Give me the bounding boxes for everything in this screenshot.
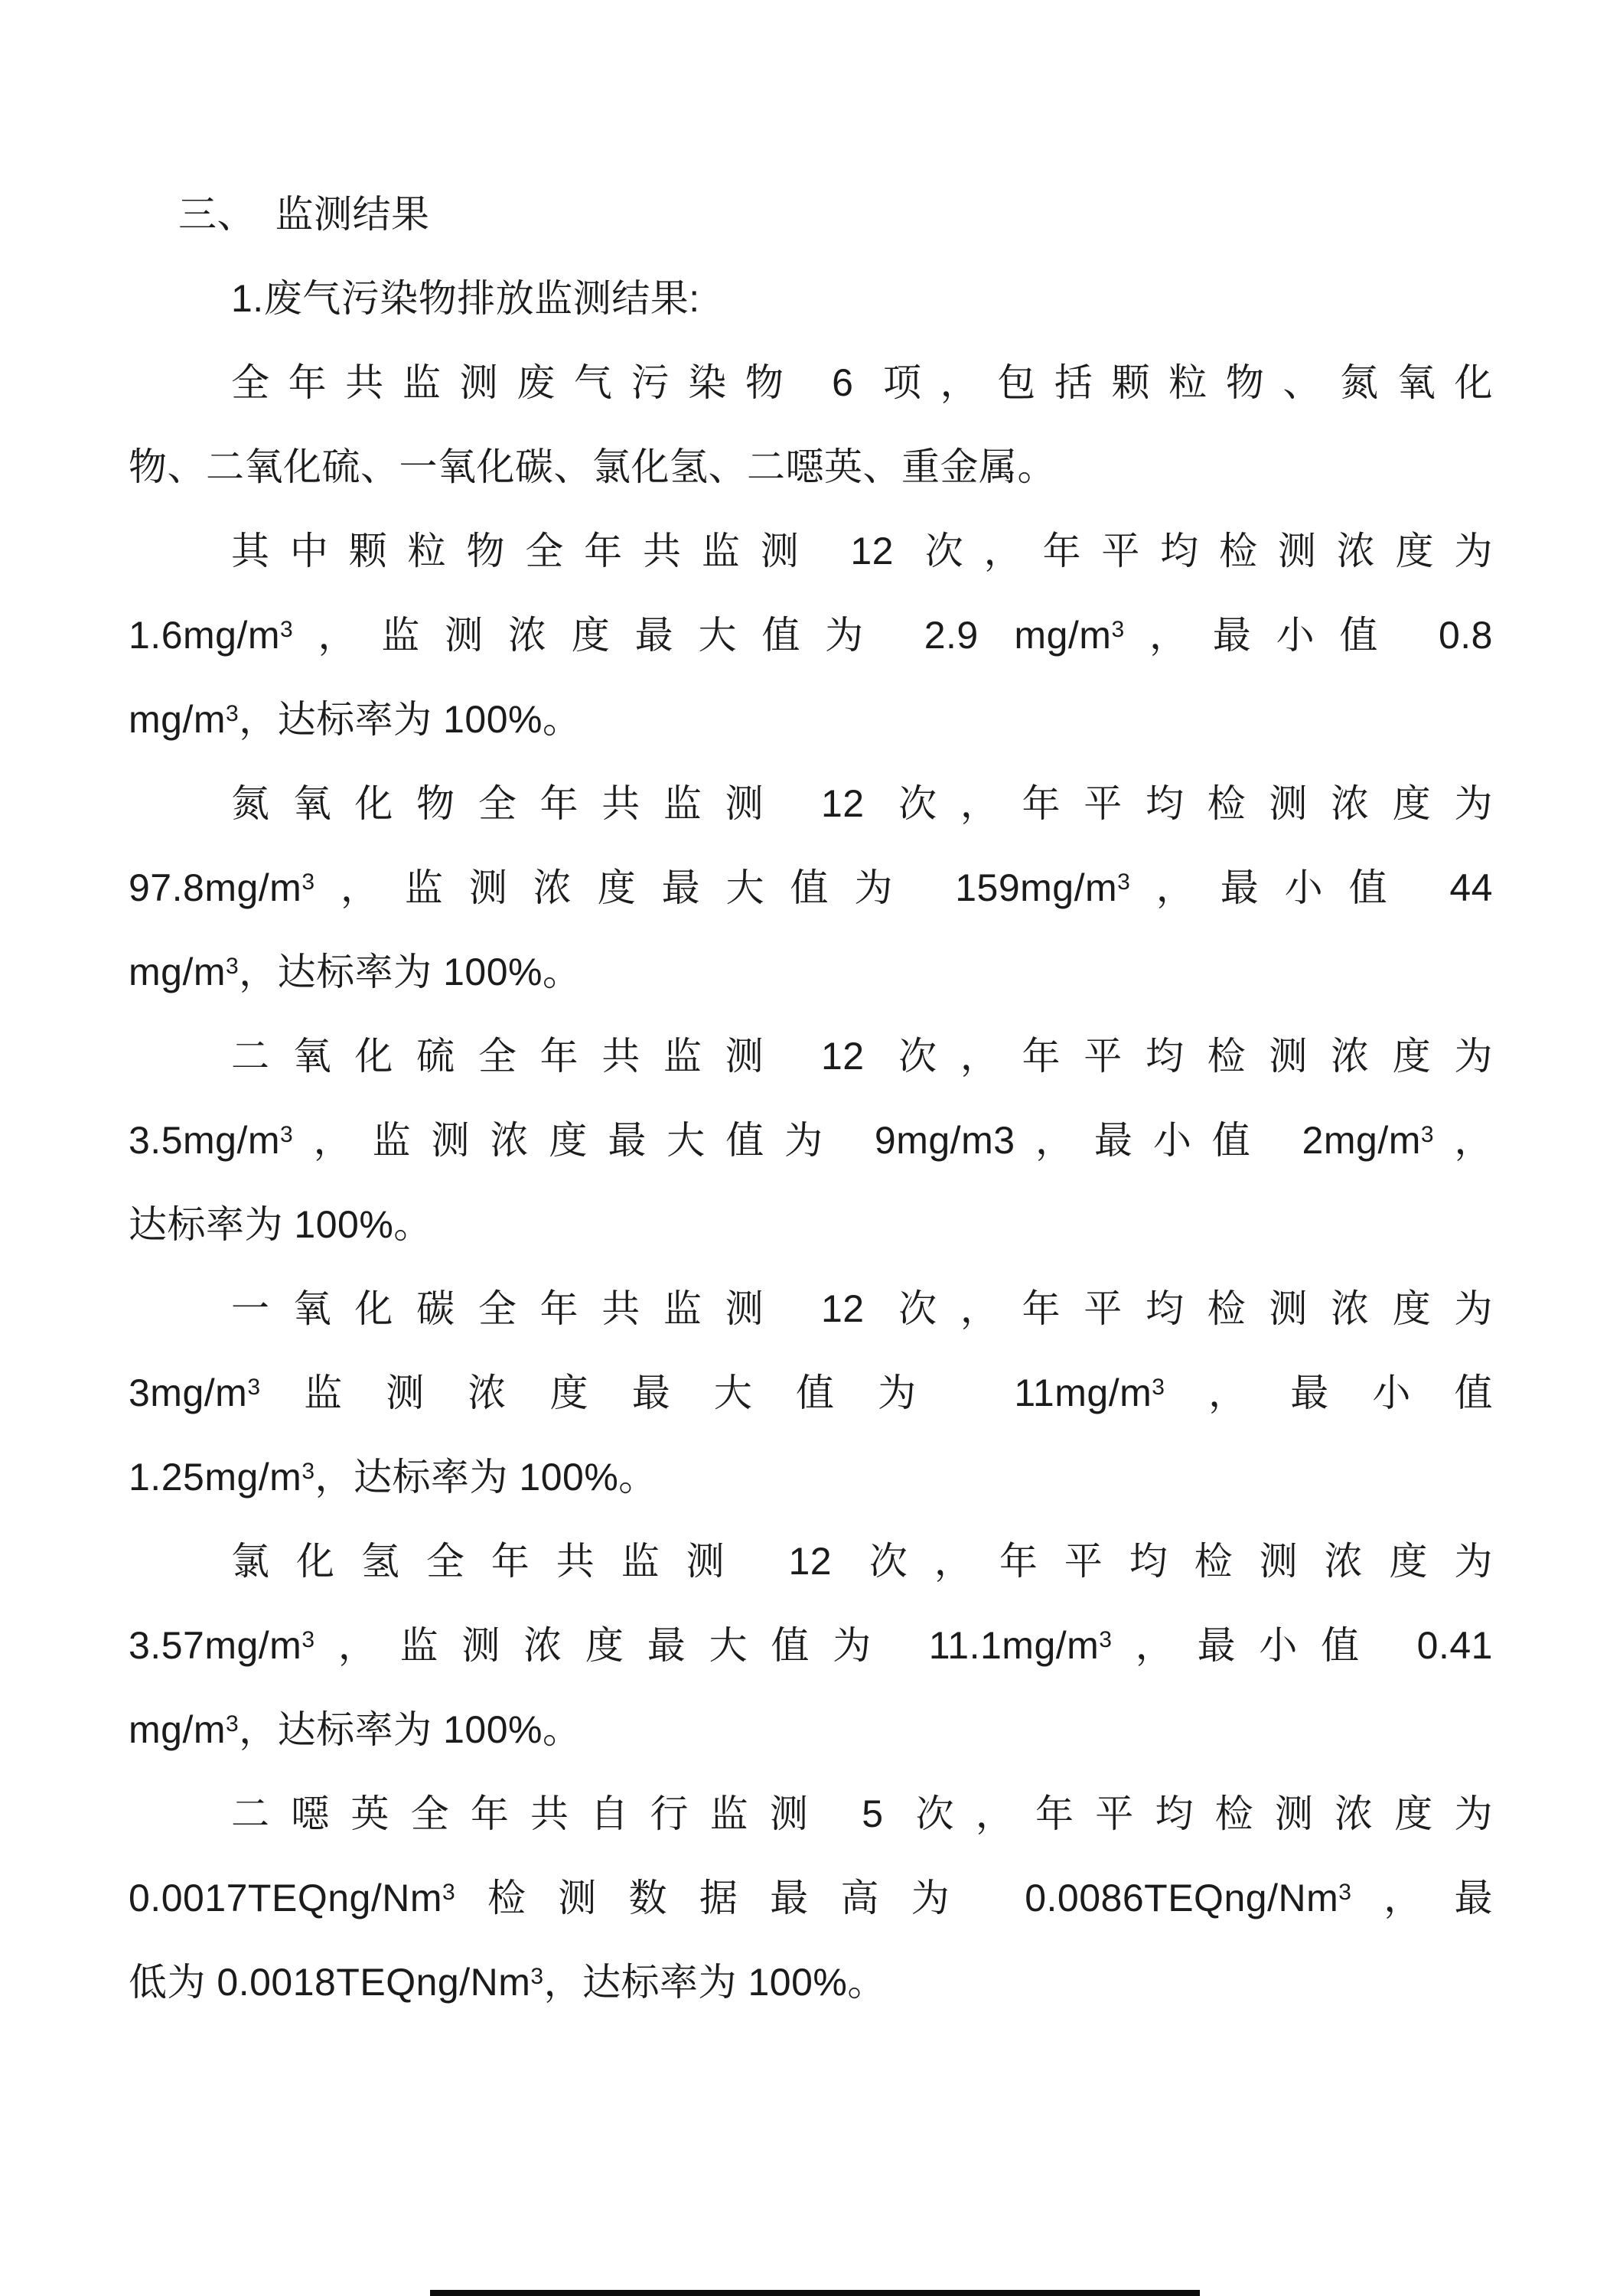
text-line: 一氧化碳全年共监测 12 次，年平均检测浓度为 <box>231 1287 1493 1330</box>
text-line: $mg/m^3$，达标率为 100%。 <box>129 951 582 993</box>
text-line: $3mg/m^3$监测浓度最大值为 $11mg/m^3$，最小值 <box>129 1371 1494 1414</box>
text-line: 物、二氧化硫、一氧化碳、氯化氢、二噁英、重金属。 <box>129 445 1056 488</box>
text-line: $3.57mg/m^3$，监测浓度最大值为 $11.1mg/m^3$，最小值 0.41 <box>129 1624 1493 1667</box>
text-line: 二氧化硫全年共监测 12 次，年平均检测浓度为 <box>231 1035 1493 1078</box>
text-line: 氯化氢全年共监测 12 次，年平均检测浓度为 <box>231 1540 1493 1583</box>
text-line: $mg/m^3$，达标率为 100%。 <box>129 698 582 741</box>
subsection-title: 1.废气污染物排放监测结果: <box>231 277 700 320</box>
text-line: 氮氧化物全年共监测 12 次，年平均检测浓度为 <box>231 782 1493 825</box>
section-heading: 三、 监测结果 <box>178 193 430 236</box>
page-bottom-edge-bar <box>430 2290 1200 2296</box>
text-line: $1.25mg/m^3$，达标率为 100%。 <box>129 1456 657 1499</box>
text-line: $3.5mg/m^3$，监测浓度最大值为 9mg/m3，最小值 $2mg/m^3$， <box>129 1119 1494 1162</box>
text-line: 低为 0.0018TEQng/Nm$^3$，达标率为 100%。 <box>129 1961 886 2004</box>
text-line: 达标率为 100%。 <box>129 1203 432 1246</box>
text-line: 0.0017TEQng/Nm$^3$检测数据最高为 0.0086TEQng/Nm$^3$，最 <box>129 1877 1493 1919</box>
text-line: $97.8mg/m^3$，监测浓度最大值为 $159mg/m^3$，最小值 44 <box>129 866 1493 909</box>
text-line: 其中颗粒物全年共监测 12 次，年平均检测浓度为 <box>231 530 1493 572</box>
text-line: $mg/m^3$，达标率为 100%。 <box>129 1708 582 1751</box>
text-line: 全年共监测废气污染物 6 项，包括颗粒物、氮氧化 <box>231 361 1493 404</box>
text-line: 二噁英全年共自行监测 5 次，年平均检测浓度为 <box>231 1792 1493 1835</box>
text-line: $1.6mg/m^3$，监测浓度最大值为 2.9 $mg/m^3$，最小值 0.8 <box>129 614 1493 657</box>
